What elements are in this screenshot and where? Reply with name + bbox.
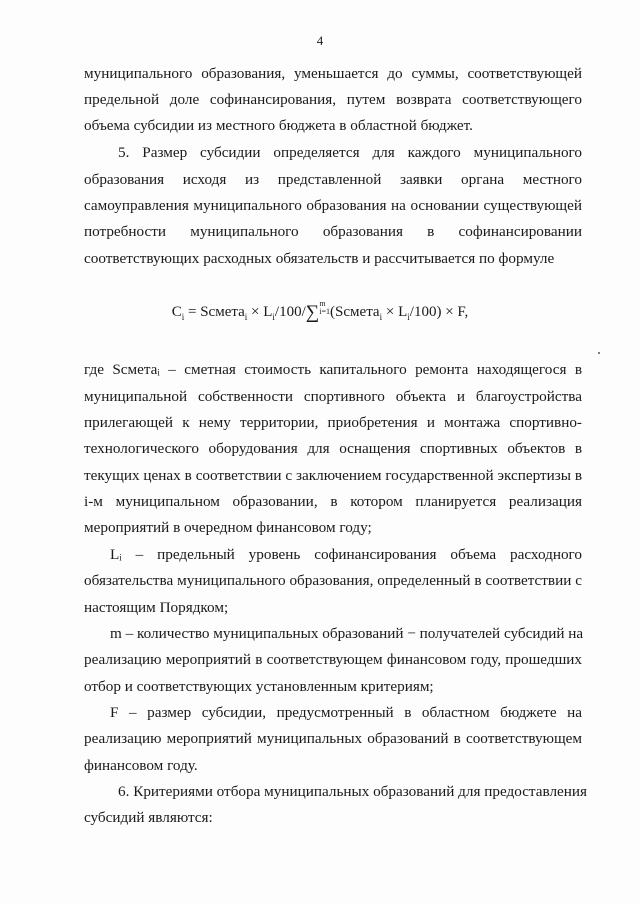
paragraph-5-start: 5. Размер субсидии определяется для каждого муниципального	[118, 144, 582, 161]
text-line: финансовом году.	[84, 757, 198, 774]
page-number: 4	[316, 33, 324, 48]
text-line: текущих ценах в соответствии с заключением государственной экспертизы в	[84, 467, 582, 484]
sum-sign: ∑	[305, 302, 320, 323]
text-line: мероприятий в очередном финансовом году;	[84, 519, 372, 536]
text-line: F – размер субсидии, предусмотренный в областном бюджете на	[110, 704, 582, 721]
text-line: где Sсметаᵢ – сметная стоимость капитального ремонта находящегося в	[84, 361, 582, 378]
text-line: соответствующих расходных обязательств и рассчитывается по формуле	[84, 250, 555, 267]
text-line: отбор и соответствующих установленным критериям;	[84, 678, 434, 695]
text-line: реализацию мероприятий муниципальных образований в соответствующем	[84, 730, 582, 747]
scan-speck	[598, 352, 600, 354]
text-line: Lᵢ – предельный уровень софинансирования объема расходного	[110, 546, 582, 563]
text-line: технологического оборудования для оснащения спортивных объектов в	[84, 440, 582, 457]
text-line: самоуправления муниципального образования на основании существующей	[84, 197, 582, 214]
text-line: обязательства муниципального образования, определенный в соответствии с	[84, 572, 582, 589]
subsidy-formula: $C_i$ = Sсмета$_i$ × $L_i/100/\sum m$ i=1(Sсмета$_i$ × $L_i/100) \times F$,	[171, 299, 469, 323]
text-line: m – количество муниципальных образований − получателей субсидий на	[110, 625, 584, 642]
text-line: муниципальной собственности спортивного объекта и благоустройства	[84, 388, 582, 405]
text-line: предельной доле софинансирования, путем возврата соответствующего	[84, 91, 582, 108]
text-line: прилегающей к нему территории, приобретения и монтажа спортивно-	[84, 414, 582, 431]
text-line: настоящим Порядком;	[84, 599, 229, 616]
text-line: муниципального образования, уменьшается до суммы, соответствующей	[84, 65, 582, 82]
text-line: субсидий являются:	[84, 809, 213, 826]
text-line: потребности муниципального образования в софинансировании	[84, 223, 582, 240]
text-line: образования исходя из представленной заявки органа местного	[84, 171, 582, 188]
paragraph-6-start: 6. Критериями отбора муниципальных образований для предоставления	[118, 783, 588, 800]
text-line: реализацию мероприятий в соответствующем финансовом году, прошедших	[84, 651, 582, 668]
text-line: объема субсидии из местного бюджета в областной бюджет.	[84, 117, 473, 134]
text-line: i-м муниципальном образовании, в котором планируется реализация	[84, 493, 582, 510]
